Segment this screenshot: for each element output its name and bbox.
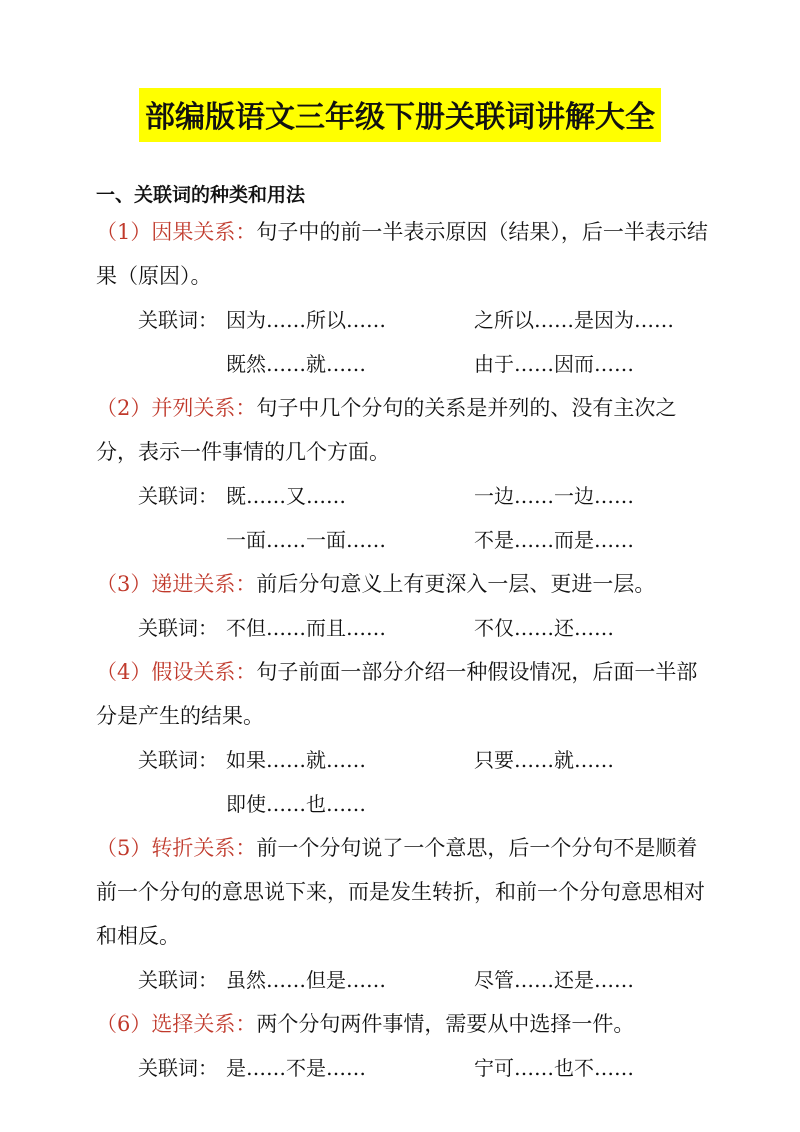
keyword-pair: 一边……一边……: [474, 484, 634, 508]
relation-description: [96, 1002, 716, 1046]
keyword-pair: 即使……也……: [226, 792, 366, 816]
keyword-pair: 既然……就……: [226, 352, 366, 376]
relation-name: 递进关系：: [151, 572, 257, 596]
keyword-label: 关联词：: [138, 308, 218, 332]
relation-text: 两个分句两件事情，需要从中选择一件。: [256, 1012, 635, 1036]
title-wrap: [0, 88, 800, 142]
relation-text: 前后分句意义上有更深入一层、更进一层。: [256, 572, 656, 596]
relation-description: [96, 826, 716, 958]
keyword-label: 关联词：: [138, 968, 218, 992]
page-title: 部编版语文三年级下册关联词讲解大全: [139, 88, 661, 142]
relation-text: 句子中的前一半表示原因（结果），后一半表示结果（原因）。: [96, 220, 708, 288]
keyword-pair: 既……又……: [226, 484, 346, 508]
relation-name: 选择关系：: [151, 1012, 257, 1036]
relation-number: （6）: [96, 1012, 152, 1036]
keyword-pair: 尽管……还是……: [474, 968, 634, 992]
relation-number: （1）: [96, 220, 152, 244]
keyword-row: [96, 342, 716, 386]
relation-text: 句子中几个分句的关系是并列的、没有主次之分，表示一件事情的几个方面。: [96, 396, 677, 464]
relation-name: 假设关系：: [151, 660, 257, 684]
relation-number: （4）: [96, 660, 152, 684]
relation-text: 句子前面一部分介绍一种假设情况，后面一半部分是产生的结果。: [96, 660, 698, 728]
keyword-row: [96, 1046, 716, 1090]
relations-content: [96, 210, 716, 1090]
relation-number: （3）: [96, 572, 152, 596]
keyword-row: [96, 474, 716, 518]
keyword-row: [96, 738, 716, 782]
relation-number: （2）: [96, 396, 152, 420]
keyword-row: [96, 958, 716, 1002]
relation-description: [96, 210, 716, 298]
relation-description: [96, 386, 716, 474]
relation-text: 前一个分句说了一个意思，后一个分句不是顺着前一个分句的意思说下来，而是发生转折，和前一个分句意思相对和相反。: [96, 836, 705, 948]
relation-description: [96, 650, 716, 738]
keyword-pair: 由于……因而……: [474, 352, 634, 376]
keyword-label: 关联词：: [138, 1056, 218, 1080]
keyword-label: 关联词：: [138, 748, 218, 772]
keyword-pair: 之所以……是因为……: [474, 308, 674, 332]
relation-description: [96, 562, 716, 606]
keyword-pair: 宁可……也不……: [474, 1056, 634, 1080]
keyword-label: 关联词：: [138, 616, 218, 640]
keyword-pair: 如果……就……: [226, 748, 366, 772]
keyword-row: [96, 606, 716, 650]
keyword-pair: 一面……一面……: [226, 528, 386, 552]
relation-number: （5）: [96, 836, 152, 860]
keyword-pair: 不仅……还……: [474, 616, 614, 640]
keyword-pair: 是……不是……: [226, 1056, 366, 1080]
keyword-pair: 只要……就……: [474, 748, 614, 772]
keyword-spacer: [96, 782, 226, 826]
relation-name: 转折关系：: [151, 836, 257, 860]
keyword-row: [96, 298, 716, 342]
relation-name: 因果关系：: [151, 220, 257, 244]
keyword-pair: [474, 782, 714, 826]
keyword-pair: 因为……所以……: [226, 308, 386, 332]
keyword-row: [96, 518, 716, 562]
keyword-pair: 虽然……但是……: [226, 968, 386, 992]
keyword-row: [96, 782, 716, 826]
keyword-pair: 不但……而且……: [226, 616, 386, 640]
keyword-spacer: [96, 518, 226, 562]
section-heading: 一、关联词的种类和用法: [96, 184, 306, 206]
keyword-label: 关联词：: [138, 484, 218, 508]
relation-name: 并列关系：: [151, 396, 257, 420]
keyword-spacer: [96, 342, 226, 386]
keyword-pair: 不是……而是……: [474, 528, 634, 552]
